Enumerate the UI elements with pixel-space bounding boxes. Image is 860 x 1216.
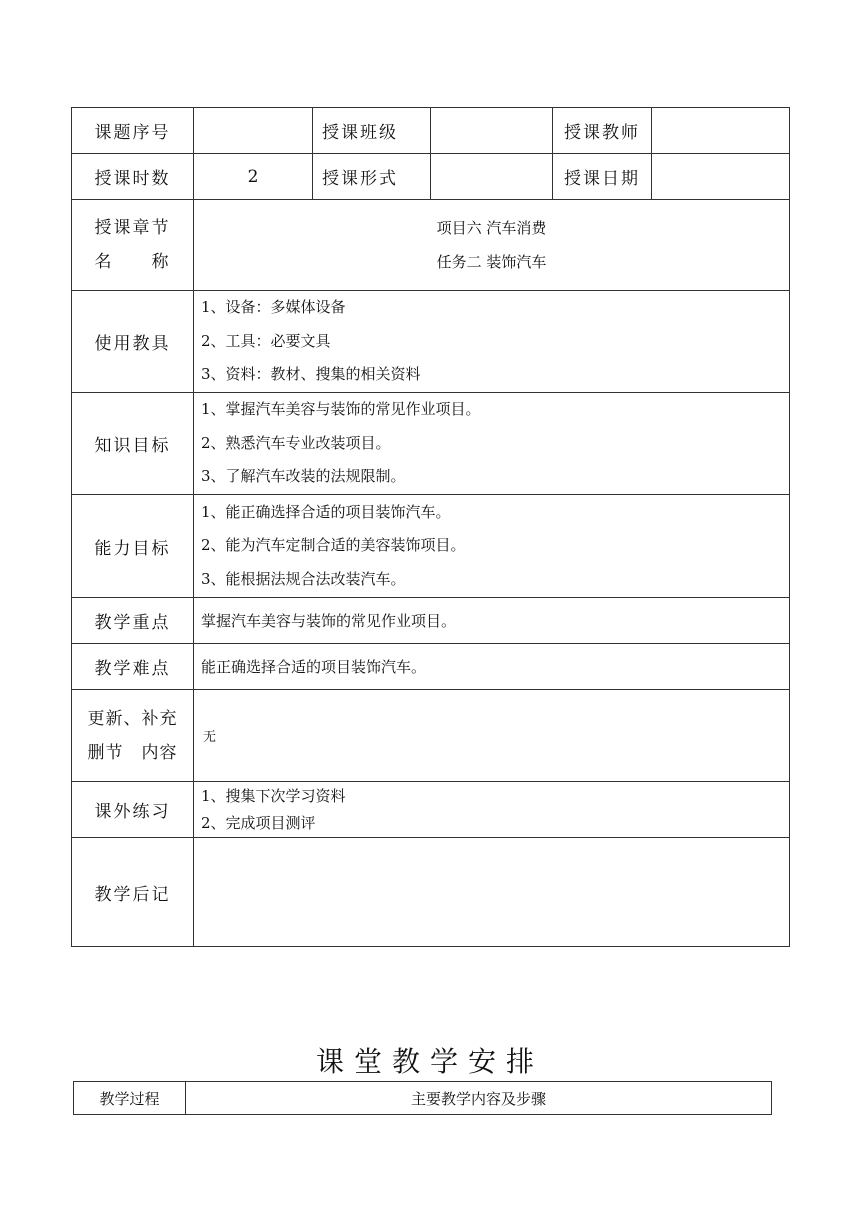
form-value: [431, 154, 553, 200]
teacher-value: [652, 108, 790, 154]
date-value: [652, 154, 790, 200]
update-label: [72, 690, 194, 782]
lesson-no-label: 课题序号: [72, 108, 194, 154]
knowledge-row: [72, 393, 790, 495]
hours-label: 授课时数: [72, 154, 194, 200]
knowledge-line-2: 2、熟悉汽车专业改装项目。: [201, 433, 391, 452]
arrangement-table: [73, 1081, 772, 1115]
chapter-value: [194, 200, 790, 291]
col-process: 教学过程: [74, 1082, 186, 1115]
homework-row: [72, 782, 790, 838]
chapter-label: [72, 200, 194, 291]
key-point-row: [72, 598, 790, 644]
tools-line-1: 1、设备：多媒体设备: [201, 298, 346, 317]
hours-value: 2: [194, 154, 313, 200]
class-label: 授课班级: [313, 108, 431, 154]
tools-row: [72, 291, 790, 393]
chapter-label-line1: 授课章节: [94, 218, 171, 238]
tools-value: [194, 291, 790, 393]
chapter-label-line2: 名 称: [94, 252, 171, 272]
date-label: 授课日期: [553, 154, 652, 200]
class-value: [431, 108, 553, 154]
reflection-value: [194, 838, 790, 947]
update-label-line2: 删节 内容: [87, 742, 178, 763]
arrangement-title: 课堂教学安排: [315, 1045, 544, 1078]
ability-line-3: 3、能根据法规合法改装汽车。: [201, 569, 406, 588]
col-content: 主要教学内容及步骤: [186, 1082, 772, 1115]
tools-line-2: 2、工具：必要文具: [201, 331, 331, 350]
key-point-value: 掌握汽车美容与装饰的常见作业项目。: [194, 598, 790, 644]
knowledge-label: 知识目标: [72, 393, 194, 495]
knowledge-value: [194, 393, 790, 495]
tools-line-3: 3、资料：教材、搜集的相关资料: [201, 365, 421, 384]
update-value: 无: [194, 690, 790, 782]
chapter-line-1: 项目六 汽车消费: [436, 219, 547, 237]
ability-row: [72, 495, 790, 598]
tools-label: 使用教具: [72, 291, 194, 393]
key-point-label: 教学重点: [72, 598, 194, 644]
homework-line-1: 1、搜集下次学习资料: [201, 786, 346, 805]
header-row-1: [72, 108, 790, 154]
reflection-row: [72, 838, 790, 947]
homework-line-2: 2、完成项目测评: [201, 813, 316, 832]
ability-line-1: 1、能正确选择合适的项目装饰汽车。: [201, 502, 451, 521]
chapter-line-2: 任务二 装饰汽车: [436, 253, 547, 271]
homework-value: [194, 782, 790, 838]
homework-label: 课外练习: [72, 782, 194, 838]
ability-label: 能力目标: [72, 495, 194, 598]
ability-value: [194, 495, 790, 598]
header-row-2: [72, 154, 790, 200]
lesson-plan-table: [71, 107, 790, 947]
update-label-line1: 更新、补充: [87, 708, 178, 729]
difficulty-label: 教学难点: [72, 644, 194, 690]
difficulty-row: [72, 644, 790, 690]
difficulty-value: 能正确选择合适的项目装饰汽车。: [194, 644, 790, 690]
arrangement-header-row: [74, 1082, 772, 1115]
reflection-label: 教学后记: [72, 838, 194, 947]
knowledge-line-3: 3、了解汽车改装的法规限制。: [201, 467, 406, 486]
knowledge-line-1: 1、掌握汽车美容与装饰的常见作业项目。: [201, 400, 481, 419]
update-row: [72, 690, 790, 782]
teacher-label: 授课教师: [553, 108, 652, 154]
lesson-no-value: [194, 108, 313, 154]
ability-line-2: 2、能为汽车定制合适的美容装饰项目。: [201, 536, 466, 555]
form-label: 授课形式: [313, 154, 431, 200]
chapter-row: [72, 200, 790, 291]
